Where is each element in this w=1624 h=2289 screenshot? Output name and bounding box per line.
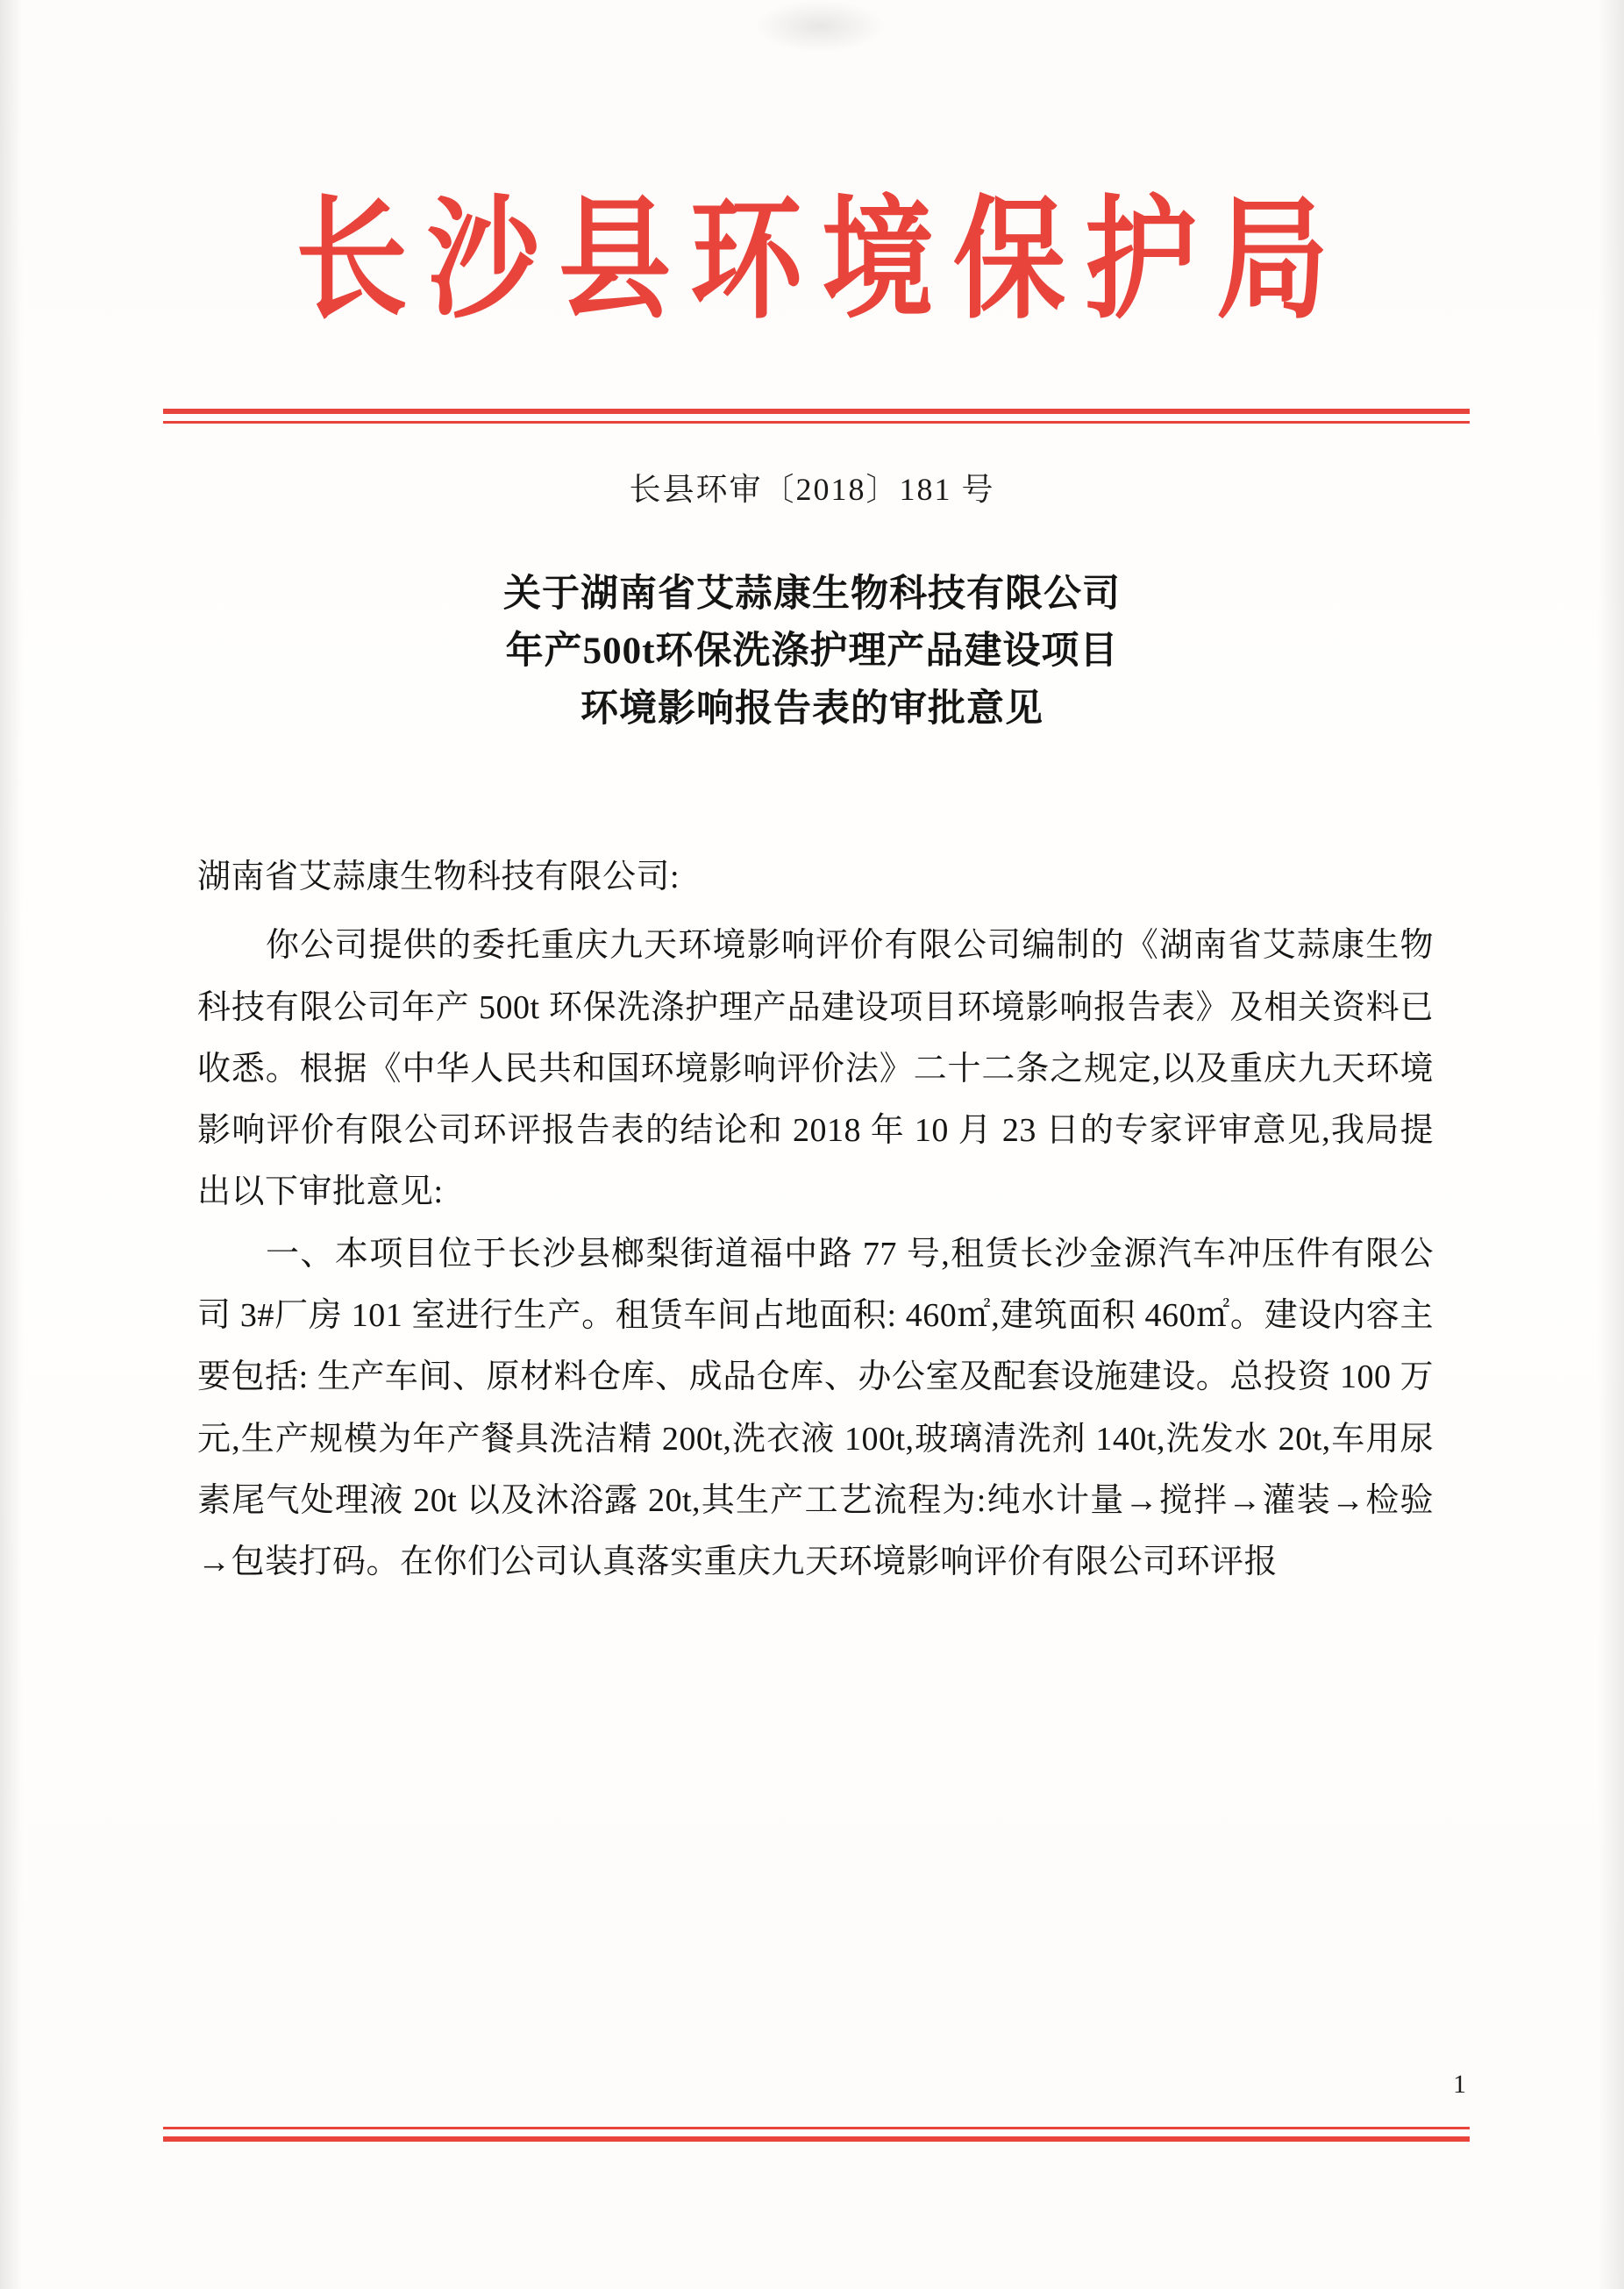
scan-edge-shadow-right	[1598, 0, 1624, 2289]
header-red-rules	[163, 409, 1470, 424]
document-number: 长县环审〔2018〕181 号	[629, 472, 995, 507]
document-title-line-2: 年产500t环保洗涤护理产品建设项目	[505, 631, 1119, 673]
document-title	[0, 566, 1624, 738]
footer-rule-thick	[163, 2136, 1470, 2142]
page-number: 1	[1453, 2070, 1466, 2099]
document-body	[197, 846, 1434, 1594]
body-paragraph-1: 你公司提供的委托重庆九天环境影响评价有限公司编制的《湖南省艾蒜康生物科技有限公司年产 500t 环保洗涤护理产品建设项目环境影响报告表》及相关资料已收悉。根据《中华人民共和国环境影响评价法》二十二条之规定,以及重庆九天环境影响评价有限公司环评报告表的结论和 2018 年 10 月 23 日的专家评审意见,我局提出以下审批意见:	[197, 927, 1434, 1211]
footer-red-rules	[163, 2127, 1470, 2142]
footer-rule-gap	[163, 2129, 1470, 2136]
header-rule-gap	[163, 414, 1470, 421]
header-rule-thin	[163, 421, 1470, 424]
document-title-line-3: 环境影响报告表的审批意见	[581, 688, 1043, 730]
document-title-line-1: 关于湖南省艾蒜康生物科技有限公司	[503, 574, 1121, 615]
body-paragraph-2: 一、本项目位于长沙县榔梨街道福中路 77 号,租赁长沙金源汽车冲压件有限公司 3#厂房 101 室进行生产。租赁车间占地面积: 460㎡,建筑面积 460㎡。建设内容主要包括: 生产车间、原材料仓库、成品仓库、办公室及配套设施建设。总投资 100 万元,生产规模为年产餐具洗洁精 200t,洗衣液 100t,玻璃清洗剂 140t,洗发水 20t,车用尿素尾气处理液 20t 以及沐浴露 20t,其生产工艺流程为:纯水计量→搅拌→灌装→检验→包装打码。在你们公司认真落实重庆九天环境影响评价有限公司环评报	[197, 1235, 1434, 1581]
salutation: 湖南省艾蒜康生物科技有限公司:	[197, 859, 680, 895]
masthead	[0, 187, 1624, 335]
scan-edge-shadow-left	[0, 0, 23, 2289]
scan-smudge	[754, 0, 886, 53]
issuing-authority-title: 长沙县环境保护局	[295, 187, 1348, 335]
